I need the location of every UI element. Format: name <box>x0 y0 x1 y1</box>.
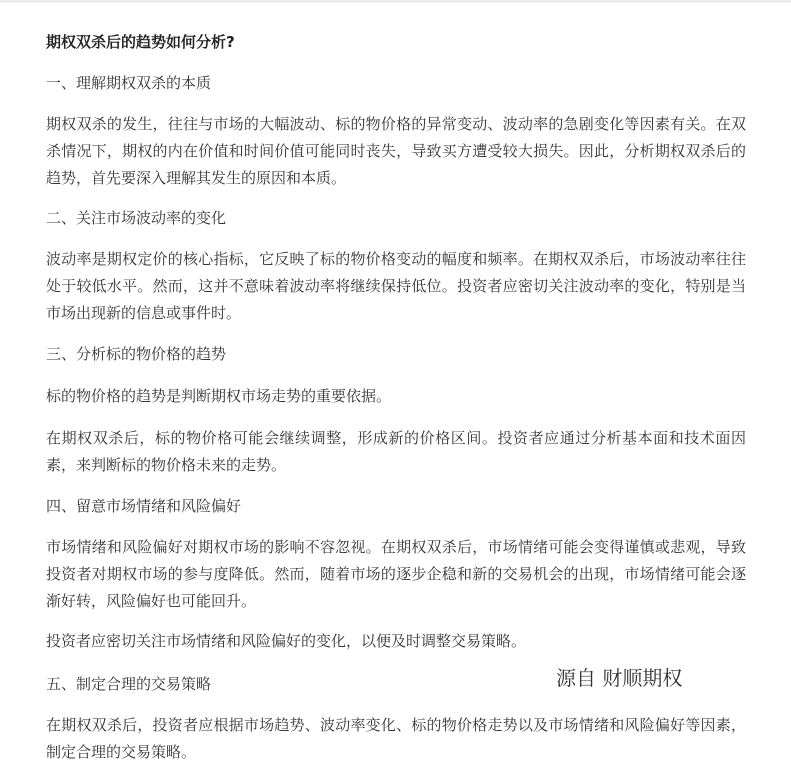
section-3-paragraph-2: 在期权双杀后，标的物价格可能会继续调整，形成新的价格区间。投资者应通过分析基本面和技术面因素，来判断标的物价格未来的走势。 <box>46 429 746 474</box>
section-1-paragraph: 期权双杀的发生，往往与市场的大幅波动、标的物价格的异常变动、波动率的急剧变化等因素有关。在双杀情况下，期权的内在价值和时间价值可能同时丧失，导致买方遭受较大损失。因此，分析期权双杀后的趋势，首先要深入理解其发生的原因和本质。 <box>46 115 746 187</box>
section-heading-4: 四、留意市场情绪和风险偏好 <box>46 497 242 515</box>
section-3-paragraph-1: 标的物价格的趋势是判断期权市场走势的重要依据。 <box>46 387 392 405</box>
section-heading-5: 五、制定合理的交易策略 <box>46 675 212 693</box>
section-heading-2: 二、关注市场波动率的变化 <box>46 209 227 227</box>
section-heading-1: 一、理解期权双杀的本质 <box>46 74 212 92</box>
section-2-paragraph: 波动率是期权定价的核心指标，它反映了标的物价格变动的幅度和频率。在期权双杀后，市场波动率往往处于较低水平。然而，这并不意味着波动率将继续保持低位。投资者应密切关注波动率的变化，特别是当市场出现新的信息或事件时。 <box>46 250 746 322</box>
section-4-paragraph-1: 市场情绪和风险偏好对期权市场的影响不容忽视。在期权双杀后，市场情绪可能会变得谨慎或悲观，导致投资者对期权市场的参与度降低。然而，随着市场的逐步企稳和新的交易机会的出现，市场情绪可能会逐渐好转，风险偏好也可能回升。 <box>46 538 746 610</box>
section-5-paragraph: 在期权双杀后，投资者应根据市场趋势、波动率变化、标的物价格走势以及市场情绪和风险偏好等因素，制定合理的交易策略。 <box>46 716 746 761</box>
top-divider <box>0 0 791 3</box>
section-4-paragraph-2: 投资者应密切关注市场情绪和风险偏好的变化，以便及时调整交易策略。 <box>46 632 527 650</box>
article-title: 期权双杀后的趋势如何分析? <box>46 33 235 51</box>
section-heading-3: 三、分析标的物价格的趋势 <box>46 345 227 363</box>
source-watermark: 源自 财顺期权 <box>556 666 683 690</box>
